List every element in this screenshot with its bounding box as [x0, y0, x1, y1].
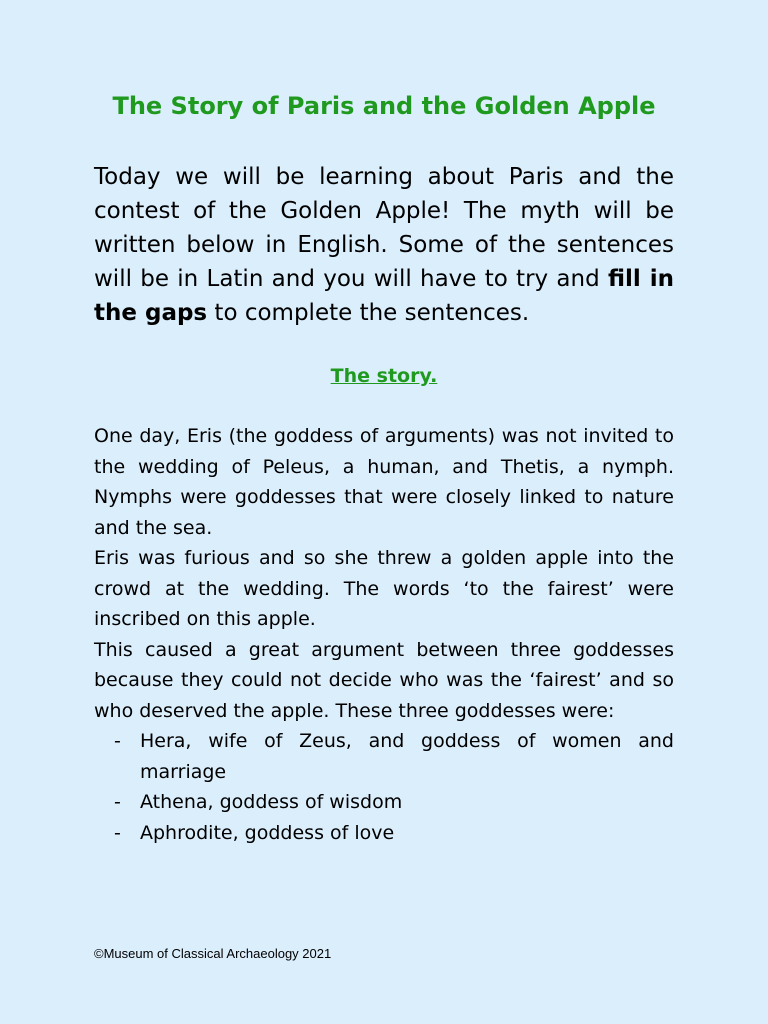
list-item	[94, 787, 674, 818]
list-dash: -	[114, 821, 121, 844]
list-item-text: Aphrodite, goddess of love	[140, 821, 395, 844]
intro-emphasis: fill in the gaps	[94, 266, 674, 326]
goddess-list	[94, 726, 674, 848]
story-body	[94, 421, 674, 848]
list-item-text: Hera, wife of Zeus, and goddess of women and marriage	[140, 730, 674, 783]
list-item-text: Athena, goddess of wisdom	[140, 791, 403, 813]
story-paragraph: One day, Eris (the goddess of arguments) was not invited to the wedding of Peleus, a human, and Thetis, a nymph. Nymphs were goddesses that were closely linked to nature and the sea.	[94, 425, 674, 539]
intro-paragraph	[94, 160, 674, 330]
list-item	[94, 726, 674, 787]
intro-text-start: Today we will be learning about Paris and the contest of the Golden Apple! The myth will be written below in English. Some of the sentences will be in Latin and you will have to try and	[94, 164, 674, 292]
page-title: The Story of Paris and the Golden Apple	[112, 92, 656, 120]
list-item	[94, 818, 674, 849]
story-paragraph: Eris was furious and so she threw a golden apple into the crowd at the wedding. The words ‘to the fairest’ were inscribed on this apple.	[94, 547, 674, 630]
list-dash: -	[114, 791, 121, 813]
copyright-footer: ©Museum of Classical Archaeology 2021	[94, 946, 332, 961]
story-heading: The story.	[330, 365, 438, 387]
story-paragraph: This caused a great argument between three goddesses because they could not decide who was the ‘fairest’ and so who deserved the apple. These three goddesses were:	[94, 638, 674, 722]
intro-text-end: to complete the sentences.	[207, 300, 530, 326]
list-dash: -	[114, 730, 121, 752]
